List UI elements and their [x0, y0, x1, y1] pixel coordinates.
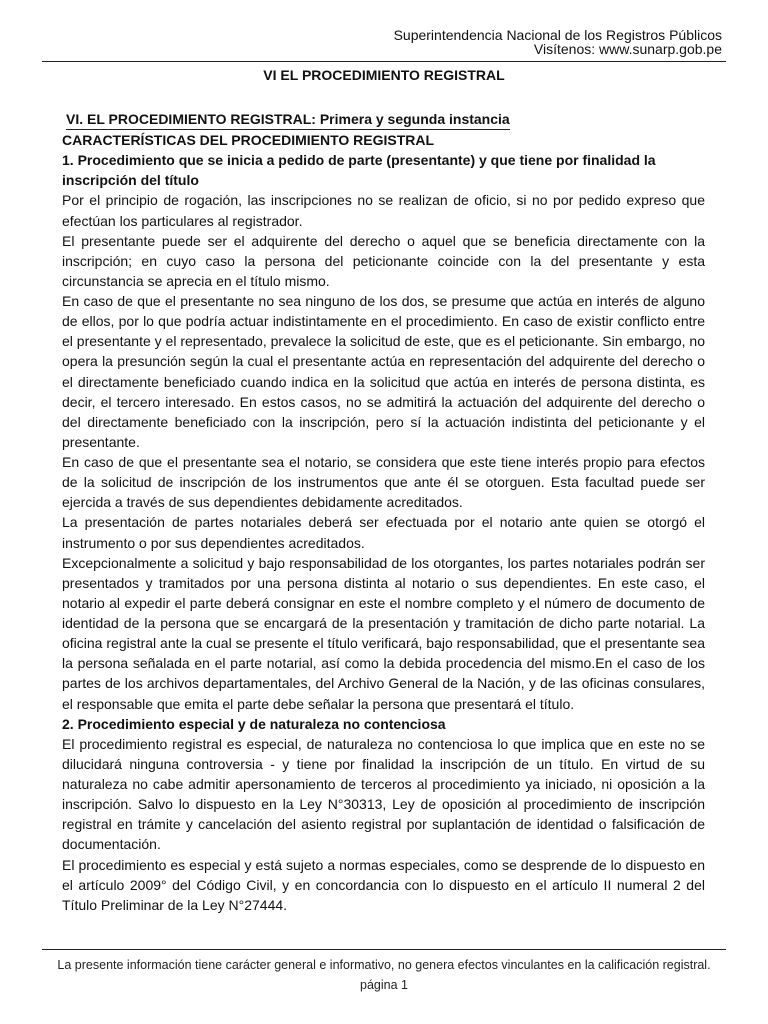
page-header — [394, 28, 722, 56]
header-org: Superintendencia Nacional de los Registros Públicos — [393, 27, 722, 43]
section-heading: VI. EL PROCEDIMIENTO REGISTRAL: Primera y segunda instancia — [66, 110, 510, 130]
paragraph: Excepcionalmente a solicitud y bajo responsabilidad de los otorgantes, los partes notariales podrán ser presentados y tramitados por una persona distinta al notario o sus dependientes. En este caso, el notario al expedir el parte deberá consignar en este el nombre completo y el número de documento de identidad de la persona que se encargará de la presentación y tramitación de dicho parte notarial. La oficina registral ante la cual se presente el título verificará, bajo responsabilidad, que el presentante sea la persona señalada en el parte notarial, así como la debida procedencia del mismo.En el caso de los partes de los archivos departamentales, del Archivo General de la Nación, y de las oficinas consulares, el responsable que emita el parte debe señalar la persona que presentará el título. — [62, 554, 705, 712]
subheading-characteristics: CARACTERÍSTICAS DEL PROCEDIMIENTO REGISTRAL — [62, 132, 435, 148]
paragraph: En caso de que el presentante sea el notario, se considera que este tiene interés propio para efectos de la solicitud de inscripción de los instrumentos que ante él se otorguen. Esta facultad puede ser ejercida a través de sus dependientes debidamente acreditados. — [62, 454, 705, 511]
paragraph: El procedimiento registral es especial, de naturaleza no contenciosa lo que implica que en este no se dilucidará ninguna controversia - y tiene por finalidad la inscripción de un título. En virtud de su naturaleza no cabe admitir apersonamiento de terceros al procedimiento ya iniciado, ni oposición a la inscripción. Salvo lo dispuesto en la Ley N°30313, Ley de oposición al procedimiento de inscripción registral en trámite y cancelación del asiento registral por suplantación de identidad o falsificación de documentación. — [62, 735, 705, 853]
page-number: página 1 — [360, 978, 408, 992]
paragraph: Por el principio de rogación, las inscripciones no se realizan de oficio, si no por pedido expreso que efectúan los particulares al registrador. — [62, 192, 705, 229]
paragraph: En caso de que el presentante no sea ninguno de los dos, se presume que actúa en interés de alguno de ellos, por lo que podría actuar indistintamente en el procedimiento. En caso de existir conflicto entre el presentante y el representado, prevalece la solicitud de este, que es el peticionante. Sin embargo, no opera la presunción según la cual el presentante actúa en representación del adquirente del derecho o el directamente beneficiado cuando indica en la solicitud que actúa en interés de persona distinta, es decir, el tercero interesado. En estos casos, no se admitirá la actuación del adquirente del derecho o del directamente beneficiado con la inscripción, pero sí la actuación indistinta del peticionante y el presentante. — [62, 293, 705, 450]
paragraph: El procedimiento es especial y está sujeto a normas especiales, como se desprende de lo dispuesto en el artículo 2009° del Código Civil, y en concordancia con lo dispuesto en el artículo II numeral 2 del Título Preliminar de la Ley N°27444. — [62, 856, 705, 913]
subheading-point-1: 1. Procedimiento que se inicia a pedido de parte (presentante) y que tiene por finalidad la inscripción del título — [62, 152, 656, 189]
document-body — [62, 130, 705, 915]
header-website: Visítenos: www.sunarp.gob.pe — [533, 41, 722, 57]
footer-disclaimer: La presente información tiene carácter general e informativo, no genera efectos vinculantes en la calificación registral. — [57, 958, 711, 972]
paragraph: La presentación de partes notariales deberá ser efectuada por el notario ante quien se otorgó el instrumento o por sus dependientes acreditados. — [62, 514, 705, 551]
footer-divider — [42, 949, 726, 950]
subheading-point-2: 2. Procedimiento especial y de naturaleza no contenciosa — [62, 715, 446, 732]
document-title: VI EL PROCEDIMIENTO REGISTRAL — [263, 67, 505, 83]
paragraph: El presentante puede ser el adquirente del derecho o aquel que se beneficia directamente con la inscripción; en cuyo caso la persona del peticionante coincide con la del presentante y esta circunstancia se aprecia en el título mismo. — [62, 232, 705, 289]
header-divider — [42, 61, 726, 62]
